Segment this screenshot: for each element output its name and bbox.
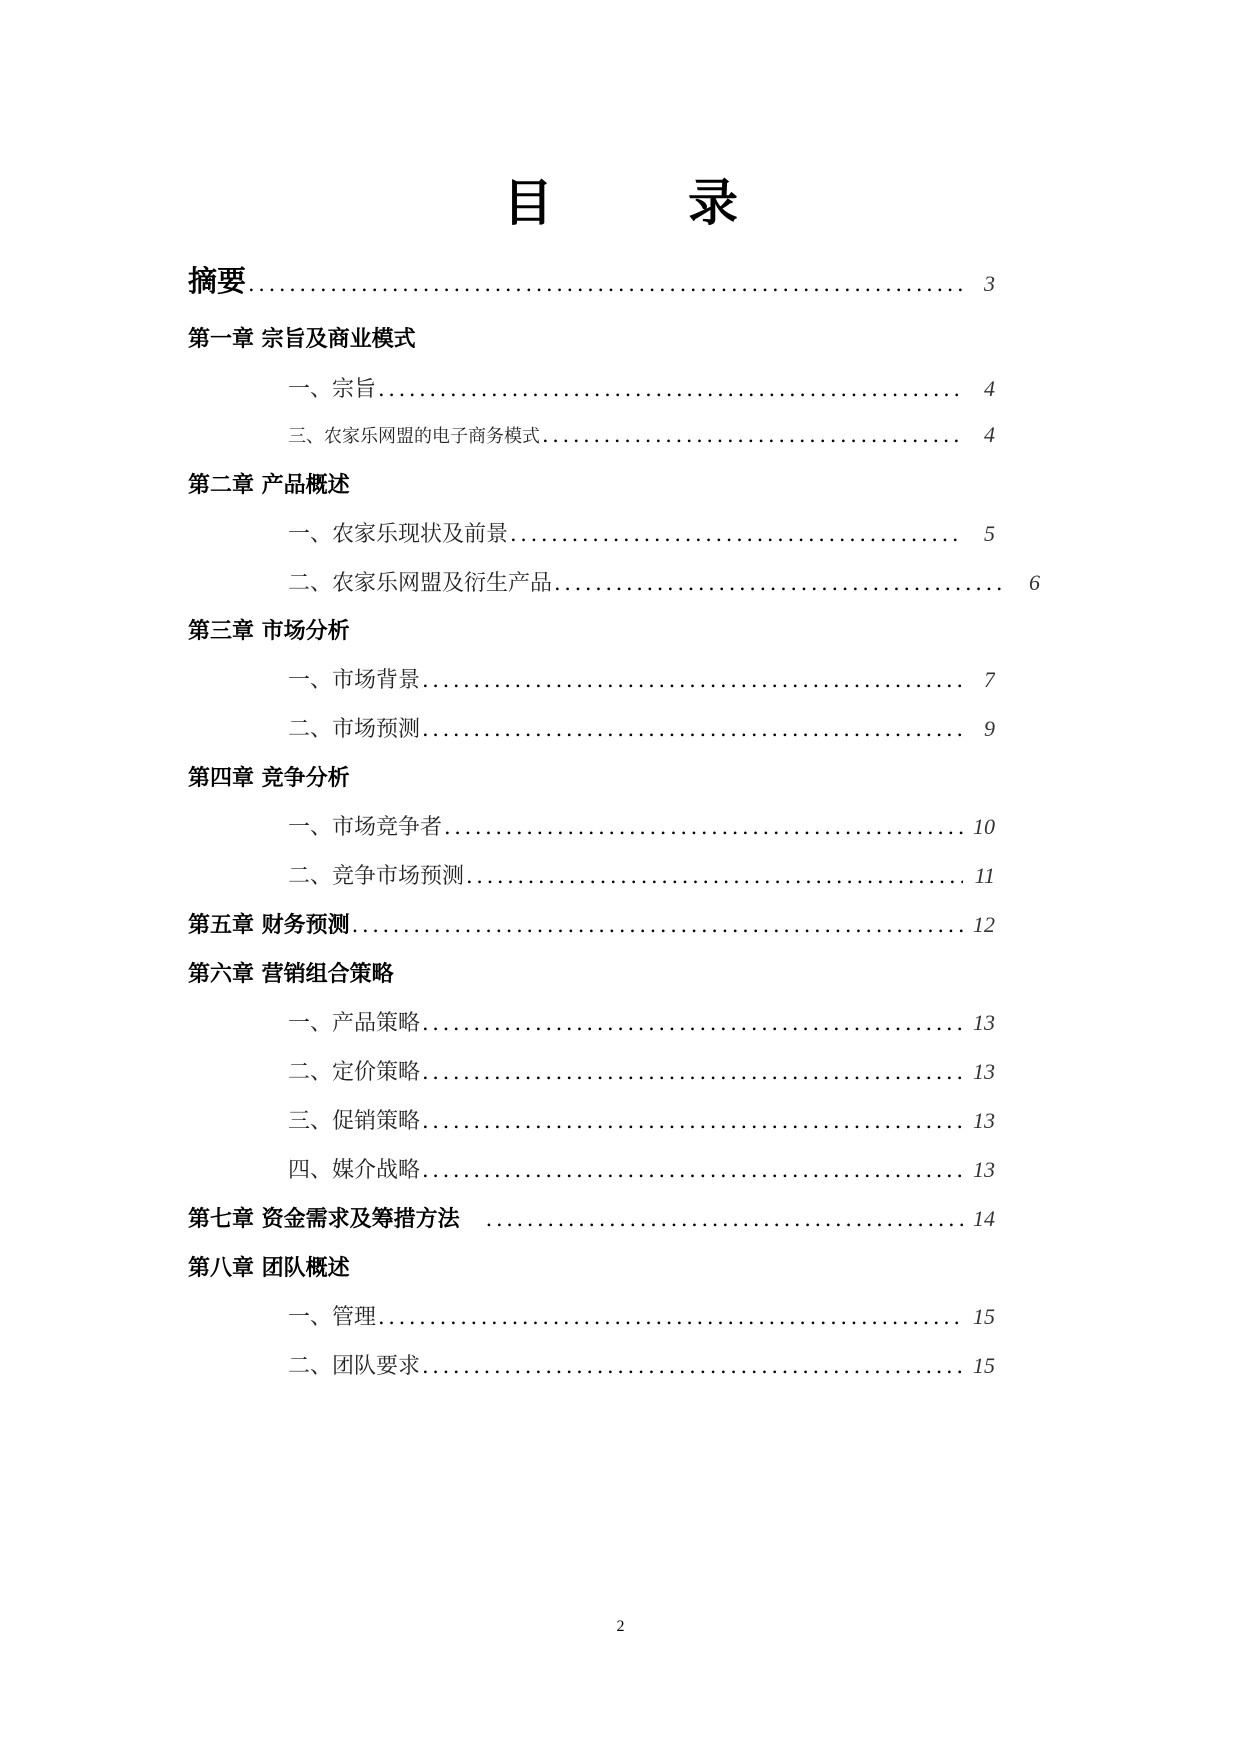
- toc-leader-dots: [352, 913, 963, 937]
- toc-title-char-2: 录: [688, 174, 738, 232]
- toc-entry-ch6-s2[interactable]: [288, 1055, 995, 1086]
- toc-page-number: 13: [973, 1010, 995, 1035]
- toc-title: [0, 168, 1241, 238]
- toc-chapter-label: 第三章 市场分析: [188, 619, 350, 644]
- toc-leader-dots: [378, 1305, 963, 1329]
- toc-page-number: 10: [973, 814, 995, 839]
- toc-leader-dots: [422, 668, 963, 692]
- toc-entry-ch8-s1[interactable]: [288, 1300, 995, 1331]
- toc-leader-dots: [422, 1011, 963, 1035]
- toc-page-number: 5: [984, 521, 995, 546]
- toc-entry-ch1-s3[interactable]: [288, 422, 995, 448]
- toc-chapter-label: 第五章 财务预测: [188, 913, 350, 938]
- toc-page-number: 12: [973, 912, 995, 937]
- toc-chapter-8[interactable]: [188, 1251, 995, 1282]
- toc-entry-label: 摘要: [188, 264, 247, 298]
- toc-entry-ch6-s4[interactable]: [288, 1153, 995, 1184]
- toc-chapter-7[interactable]: [188, 1202, 995, 1233]
- toc-chapter-6[interactable]: [188, 957, 995, 988]
- toc-entry-ch6-s1[interactable]: [288, 1006, 995, 1037]
- toc-entry-label: 三、农家乐网盟的电子商务模式: [288, 426, 540, 447]
- toc-entry-label: 四、媒介战略: [288, 1158, 421, 1183]
- toc-chapter-1[interactable]: [188, 322, 995, 353]
- toc-entry-label: 二、农家乐网盟及衍生产品: [288, 571, 553, 596]
- toc-entry-ch4-s1[interactable]: [288, 810, 995, 841]
- toc-page-number: 3: [984, 271, 995, 296]
- toc-entry-ch2-s1[interactable]: [288, 517, 995, 548]
- toc-entry-ch6-s3[interactable]: [288, 1104, 995, 1135]
- toc-page-number: 15: [973, 1304, 995, 1329]
- toc-entry-label: 一、产品策略: [288, 1011, 421, 1036]
- toc-page-number: 9: [984, 716, 995, 741]
- toc-page-number: 7: [984, 667, 995, 692]
- toc-entry-label: 一、市场背景: [288, 668, 421, 693]
- toc-leader-dots: [466, 864, 963, 888]
- toc-chapter-2[interactable]: [188, 468, 995, 499]
- toc-leader-dots: [486, 1207, 963, 1231]
- toc-leader-dots: [422, 1158, 963, 1182]
- toc-title-char-1: 目: [503, 174, 553, 232]
- toc-entry-label: 二、竞争市场预测: [288, 864, 465, 889]
- toc-chapter-label: 第七章 资金需求及筹措方法: [188, 1207, 460, 1232]
- toc-page-number: 4: [984, 376, 995, 401]
- toc-entry-label: 一、管理: [288, 1305, 377, 1330]
- page-number-footer: 2: [616, 1618, 625, 1635]
- toc-entry-label: 二、市场预测: [288, 717, 421, 742]
- toc-chapter-label: 第八章 团队概述: [188, 1256, 350, 1281]
- toc-page-number: 6: [1029, 570, 1040, 595]
- toc-leader-dots: [422, 1354, 963, 1378]
- toc-leader-dots: [542, 423, 963, 447]
- toc-leader-dots: [444, 815, 963, 839]
- toc-entry-ch4-s2[interactable]: [288, 859, 995, 890]
- toc-entry-label: 一、宗旨: [288, 377, 377, 402]
- toc-page-number: 4: [984, 422, 995, 447]
- toc-page-number: 15: [973, 1353, 995, 1378]
- toc-entry-ch1-s1[interactable]: [288, 372, 995, 403]
- toc-entry-label: 二、定价策略: [288, 1060, 421, 1085]
- toc-chapter-label: 第一章 宗旨及商业模式: [188, 327, 416, 352]
- toc-chapter-5[interactable]: [188, 908, 995, 939]
- toc-entry-ch3-s2[interactable]: [288, 712, 995, 743]
- toc-entry-abstract[interactable]: [188, 259, 995, 300]
- toc-page-number: 13: [973, 1108, 995, 1133]
- toc-leader-dots: [422, 717, 963, 741]
- toc-leader-dots: [422, 1060, 963, 1084]
- toc-page-number: 11: [974, 863, 995, 888]
- toc-chapter-3[interactable]: [188, 614, 995, 645]
- toc-entry-label: 一、农家乐现状及前景: [288, 522, 509, 547]
- toc-entry-label: 二、团队要求: [288, 1354, 421, 1379]
- toc-page-number: 14: [973, 1206, 995, 1231]
- toc-leader-dots: [378, 377, 963, 401]
- toc-leader-dots: [554, 571, 1008, 595]
- toc-entry-ch3-s1[interactable]: [288, 663, 995, 694]
- toc-leader-dots: [422, 1109, 963, 1133]
- toc-chapter-label: 第四章 竞争分析: [188, 766, 350, 791]
- toc-entry-ch8-s2[interactable]: [288, 1349, 995, 1380]
- toc-chapter-label: 第二章 产品概述: [188, 473, 350, 498]
- toc-page-number: 13: [973, 1157, 995, 1182]
- toc-leader-dots: [510, 522, 963, 546]
- toc-chapter-label: 第六章 营销组合策略: [188, 962, 394, 987]
- toc-entry-label: 三、促销策略: [288, 1109, 421, 1134]
- toc-entry-ch2-s2[interactable]: [288, 566, 1040, 597]
- toc-entry-label: 一、市场竞争者: [288, 815, 443, 840]
- toc-chapter-4[interactable]: [188, 761, 995, 792]
- toc-leader-dots: [248, 272, 963, 296]
- toc-page-number: 13: [973, 1059, 995, 1084]
